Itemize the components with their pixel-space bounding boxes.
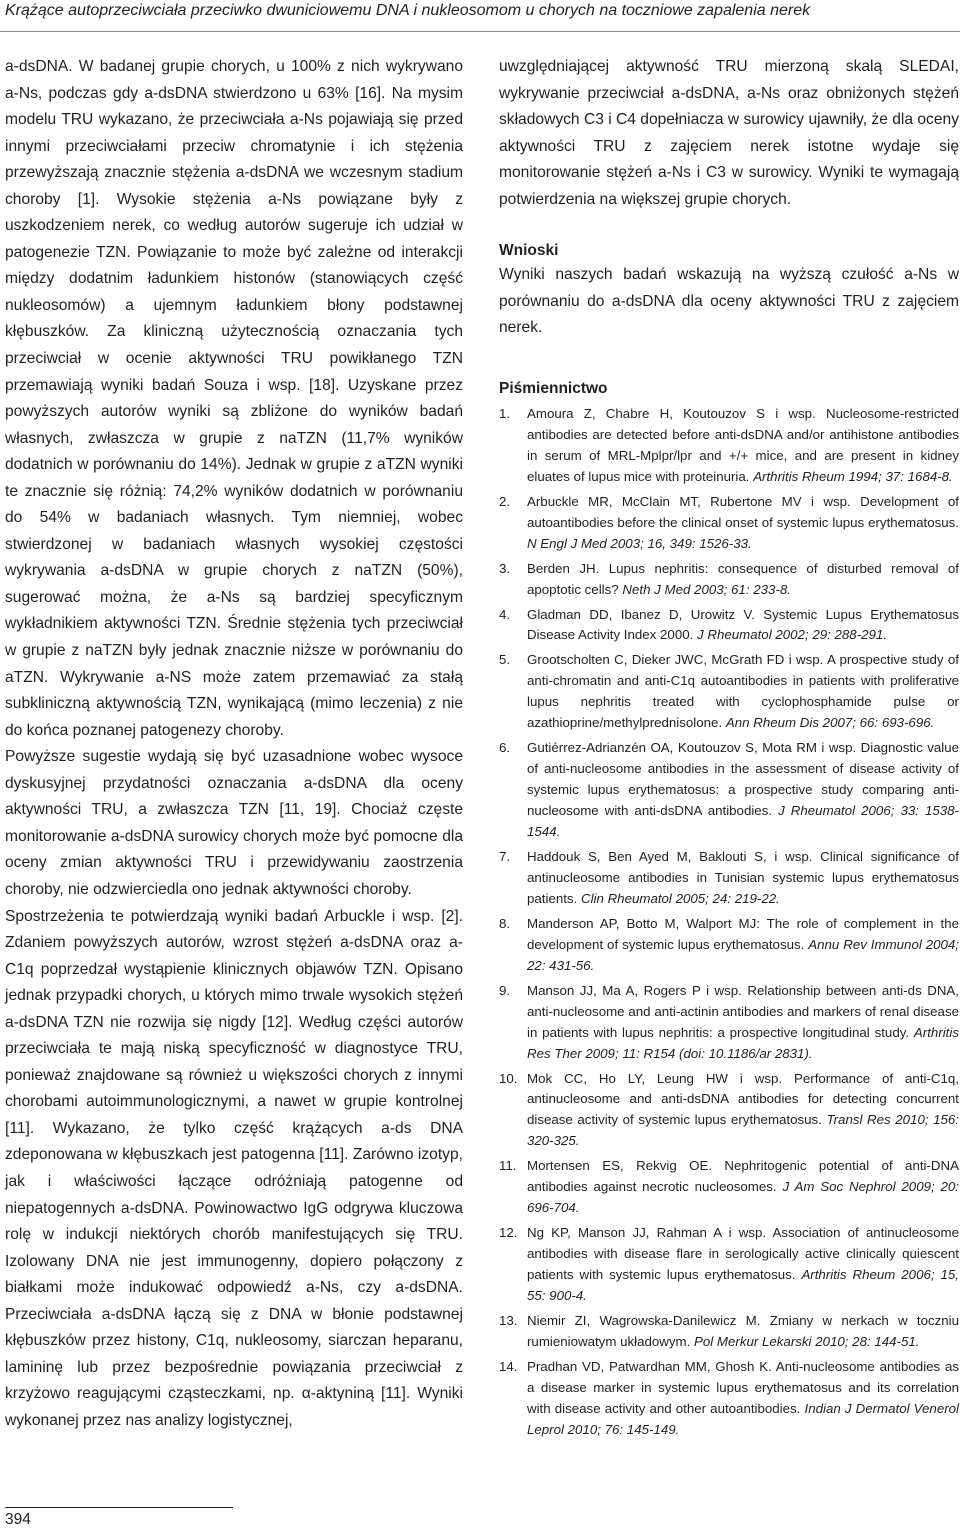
reference-source: J Rheumatol 2006; 33: 1538-1544. — [527, 803, 959, 840]
reference-source: Ann Rheum Dis 2007; 66: 693-696. — [725, 715, 935, 731]
reference-text: Haddouk S, Ben Ayed M, Baklouti S, i wsp. Clinical significance of antinucleosome antibodies in Tunisian systemic lupus erythematosus patients. — [527, 848, 959, 906]
reference-number: 12. — [499, 1225, 518, 1241]
reference-text: Gladman DD, Ibanez D, Urowitz V. Systemic Lupus Erythematosus Disease Activity Index 2000. — [527, 606, 959, 643]
reference-number: 8. — [499, 915, 511, 931]
running-head: Krążące autoprzeciwciała przeciwko dwuniciowemu DNA i nukleosomom u chorych na toczniowe zapalenia nerek — [5, 2, 811, 19]
reference-item — [499, 1156, 959, 1219]
reference-text: Manson JJ, Ma A, Rogers P i wsp. Relationship between anti-ds DNA, anti-nucleosome and anti-actinin antibodies and markers of renal disease in patients with lupus nephritis: a prospective longitudinal study. — [527, 982, 959, 1040]
reference-source: Annu Rev Immunol 2004; 22: 431-56. — [527, 936, 959, 973]
reference-item — [499, 1069, 959, 1153]
references-heading: Piśmiennictwo — [499, 379, 608, 397]
reference-text: Manderson AP, Botto M, Walport MJ: The role of complement in the development of systemic lupus erythematosus. — [527, 915, 959, 952]
reference-item — [499, 738, 959, 843]
reference-number: 14. — [499, 1358, 518, 1374]
reference-text: Arbuckle MR, McClain MT, Rubertone MV i wsp. Development of autoantibodies before the clinical onset of systemic lupus erythematosus. — [527, 493, 959, 530]
reference-item — [499, 914, 959, 977]
reference-number: 11. — [499, 1158, 517, 1174]
reference-source: Arthritis Rheum 2006; 15, 55: 900-4. — [527, 1267, 960, 1304]
reference-number: 2. — [499, 493, 511, 509]
body-paragraph: a-dsDNA. W badanej grupie chorych, u 100% z nich wykrywano a-Ns, podczas gdy a-dsDNA stwierdzono u 63% [16]. Na mysim modelu TRU wykazano, że przeciwciała a-Ns pojawiają się przed innymi przeciwciałami przeciw chromatynie i ich stężenia przewyższają znacznie stężenia a-dsDNA we wczesnym stadium choroby [1]. Wysokie stężenia a-Ns powiązane były z uszkodzeniem nerek, co według autorów sugeruje ich udział w patogenezie TZN. Powiązanie to może być zależne od interakcji między dodatnim ładunkiem histonów (stanowiących część nukleosomów) a ujemnym ładunkiem błony podstawnej kłębuszków. Za kliniczną użytecznością oznaczania tych przeciwciał w ocenie aktywności TRU powikłanego TZN przemawiają wyniki badań Souza i wsp. [18]. Uzyskane przez powyższych autorów wyniki są zbliżone do wyników badań własnych, zwłaszcza w grupie z naTZN (11,7% wyników dodatnich w porównaniu do 14%). Jednak w grupie z aTZN wyniki te znacznie się różnią: 74,2% wyników dodatnich w porównaniu do 54% w badaniach własnych. Tym niemniej, wobec stwierdzonej w badaniach własnych wysokiej częstości wykrywania a-dsDNA w grupie chorych z naTZN (50%), sugerować można, że a-Ns są bardziej specyficznym wykładnikiem aktywności TZN. Średnie stężenia tych przeciwciał w grupie z naTZN były jednak znacznie niższe w porównaniu do aTZN. Wykrywanie a-NS może zatem przemawiać za stałą subkliniczną aktywnością TZN, wynikającą (mimo leczenia) z nie do końca poznanej patogenezy choroby. — [5, 58, 463, 739]
reference-item — [499, 1223, 959, 1307]
reference-number: 6. — [499, 740, 511, 756]
reference-source: J Am Soc Nephrol 2009; 20: 696-704. — [527, 1179, 959, 1216]
left-column — [5, 54, 463, 1434]
reference-item — [499, 404, 959, 488]
reference-number: 9. — [499, 982, 511, 998]
header-rule — [0, 31, 960, 32]
reference-source: Clin Rheumatol 2005; 24: 219-22. — [580, 890, 780, 906]
reference-source: Indian J Dermatol Venerol Leprol 2010; 76: 145-149. — [527, 1400, 959, 1437]
reference-number: 1. — [499, 405, 511, 421]
reference-number: 7. — [499, 848, 511, 864]
reference-item — [499, 492, 959, 555]
reference-source: Arthritis Rheum 1994; 37: 1684-8. — [753, 468, 953, 484]
reference-source: Transl Res 2010; 156: 320-325. — [527, 1112, 959, 1149]
reference-source: Pol Merkur Lekarski 2010; 28: 144-51. — [694, 1333, 920, 1349]
reference-item — [499, 605, 959, 647]
reference-source: Arthritis Res Ther 2009; 11: R154 (doi: 10.1186/ar 2831). — [527, 1024, 959, 1061]
reference-source: J Rheumatol 2002; 29: 288-291. — [697, 627, 887, 643]
conclusions-heading: Wnioski — [499, 242, 559, 260]
reference-text: Ng KP, Manson JJ, Rahman A i wsp. Association of antinucleosome antibodies with disease flare in serologically active clinically quiescent patients with systemic lupus erythematosus. — [527, 1225, 959, 1283]
body-paragraph: uwzględniającej aktywność TRU mierzoną skalą SLEDAI, wykrywanie przeciwciał a-dsDNA, a-Ns oraz obniżonych stężeń składowych C3 i C4 dopełniacza w surowicy ujawniły, że dla oceny aktywności TRU z zajęciem nerek istotne wydaje się monitorowanie stężeń a-Ns i C3 w surowicy. Wyniki te wymagają potwierdzenia na większej grupie chorych. — [499, 58, 959, 208]
reference-list — [499, 404, 959, 1441]
reference-number: 5. — [499, 652, 511, 668]
reference-number: 13. — [499, 1313, 518, 1328]
conclusions-text: Wyniki naszych badań wskazują na wyższą czułość a-Ns w porównaniu do a-dsDNA dla oceny aktywności TRU z zajęciem nerek. — [499, 266, 959, 337]
reference-text: Pradhan VD, Patwardhan MM, Ghosh K. Anti-nucleosome antibodies as a disease marker in systemic lupus erythematosus and its correlation with disease activity and other autoantibodies. — [527, 1358, 959, 1416]
reference-source: Neth J Med 2003; 61: 233-8. — [622, 581, 791, 597]
footer-rule — [5, 1507, 233, 1508]
reference-text: Niemir ZI, Wagrowska-Danilewicz M. Zmiany w nerkach w toczniu rumieniowatym układowym. — [527, 1313, 959, 1349]
reference-text: Amoura Z, Chabre H, Koutouzov S i wsp. Nucleosome-restricted antibodies are detected before anti-dsDNA and/or antihistone antibodies in serum of MRL-Mplpr/lpr and +/+ mice, and are present in kidney eluates of lupus mice with proteinuria. — [527, 405, 959, 484]
page-number: 394 — [5, 1511, 31, 1528]
reference-number: 10. — [499, 1070, 518, 1086]
reference-number: 3. — [499, 560, 511, 576]
right-column — [499, 54, 959, 1445]
reference-item — [499, 1357, 959, 1441]
reference-text: Grootscholten C, Dieker JWC, McGrath FD i wsp. A prospective study of anti-chromatin and anti-C1q autoantibodies in patients with proliferative lupus nephritis treated with cyclophosphamide pulse or azathioprine/methylprednisolone. — [527, 652, 959, 731]
reference-text: Berden JH. Lupus nephritis: consequence of disturbed removal of apoptotic cells? — [527, 560, 959, 597]
reference-text: Mok CC, Ho LY, Leung HW i wsp. Performance of anti-C1q, antinucleosome and anti-dsDNA antibodies for detecting concurrent disease activity of systemic lupus erythematosus. — [527, 1070, 959, 1128]
reference-item — [499, 650, 959, 734]
reference-item — [499, 847, 959, 910]
body-paragraph: Powyższe sugestie wydają się być uzasadnione wobec wysoce dyskusyjnej przydatności oznaczania a-dsDNA dla oceny aktywności TRU, a zwłaszcza TZN [11, 19]. Chociaż częste monitorowanie a-dsDNA surowicy chorych może być pomocne dla oceny zmian aktywności TRU i przewidywaniu zaostrzenia choroby, nie odzwierciedla ono jednak aktywności choroby. — [5, 748, 463, 898]
reference-text: Mortensen ES, Rekvig OE. Nephritogenic potential of anti-DNA antibodies against necrotic nucleosomes. — [527, 1158, 959, 1195]
reference-item — [499, 981, 959, 1065]
reference-source: N Engl J Med 2003; 16, 349: 1526-33. — [527, 535, 752, 551]
reference-item — [499, 1311, 959, 1353]
reference-text: Gutiérrez-Adrianzén OA, Koutouzov S, Mota RM i wsp. Diagnostic value of anti-nucleosome antibodies in the assessment of disease activity of systemic lupus erythematosus: a prospective study comparing anti-nucleosome with anti-dsDNA antibodies. — [527, 740, 959, 819]
reference-item — [499, 559, 959, 601]
reference-number: 4. — [499, 606, 511, 622]
body-paragraph: Spostrzeżenia te potwierdzają wyniki badań Arbuckle i wsp. [2]. Zdaniem powyższych autorów, wzrost stężeń a-dsDNA oraz a-C1q poprzedzał wystąpienie klinicznych objawów TZN. Opisano jednak przypadki chorych, u których mimo trwale wysokich stężeń a-dsDNA TZN nie rozwija się nigdy [12]. Według części autorów przeciwciała te mają niską specyficzność w diagnostyce TRU, ponieważ znajdowane są również u większości chorych z innymi chorobami autoimmunologicznymi, a nawet w grupie kontrolnej [11]. Wykazano, że tylko część krążących a-ds DNA zdeponowana w kłębuszkach jest patogenna [11]. Zarówno izotyp, jak i właściwości łączące odróżniają patogenne od niepatogennych a-dsDNA. Powinowactwo IgG odgrywa kluczowa rolę w indukcji niektórych chorób manifestujących się TRU. Izolowany DNA nie jest immunogenny, dopiero połączony z białkami może indukować odpowiedź a-Ns, czy a-dsDNA. Przeciwciała a-dsDNA łączą się z DNA w błonie podstawnej kłębuszków przez histony, C1q, nukleosomy, siarczan heparanu, lamininę lub przez bezpośrednie powiązania przeciwciał z krzyżowo reagującymi cząsteczkami, np. α-aktyniną [11]. Wyniki wykonanej przez nas analizy logistycznej, — [5, 907, 463, 1429]
